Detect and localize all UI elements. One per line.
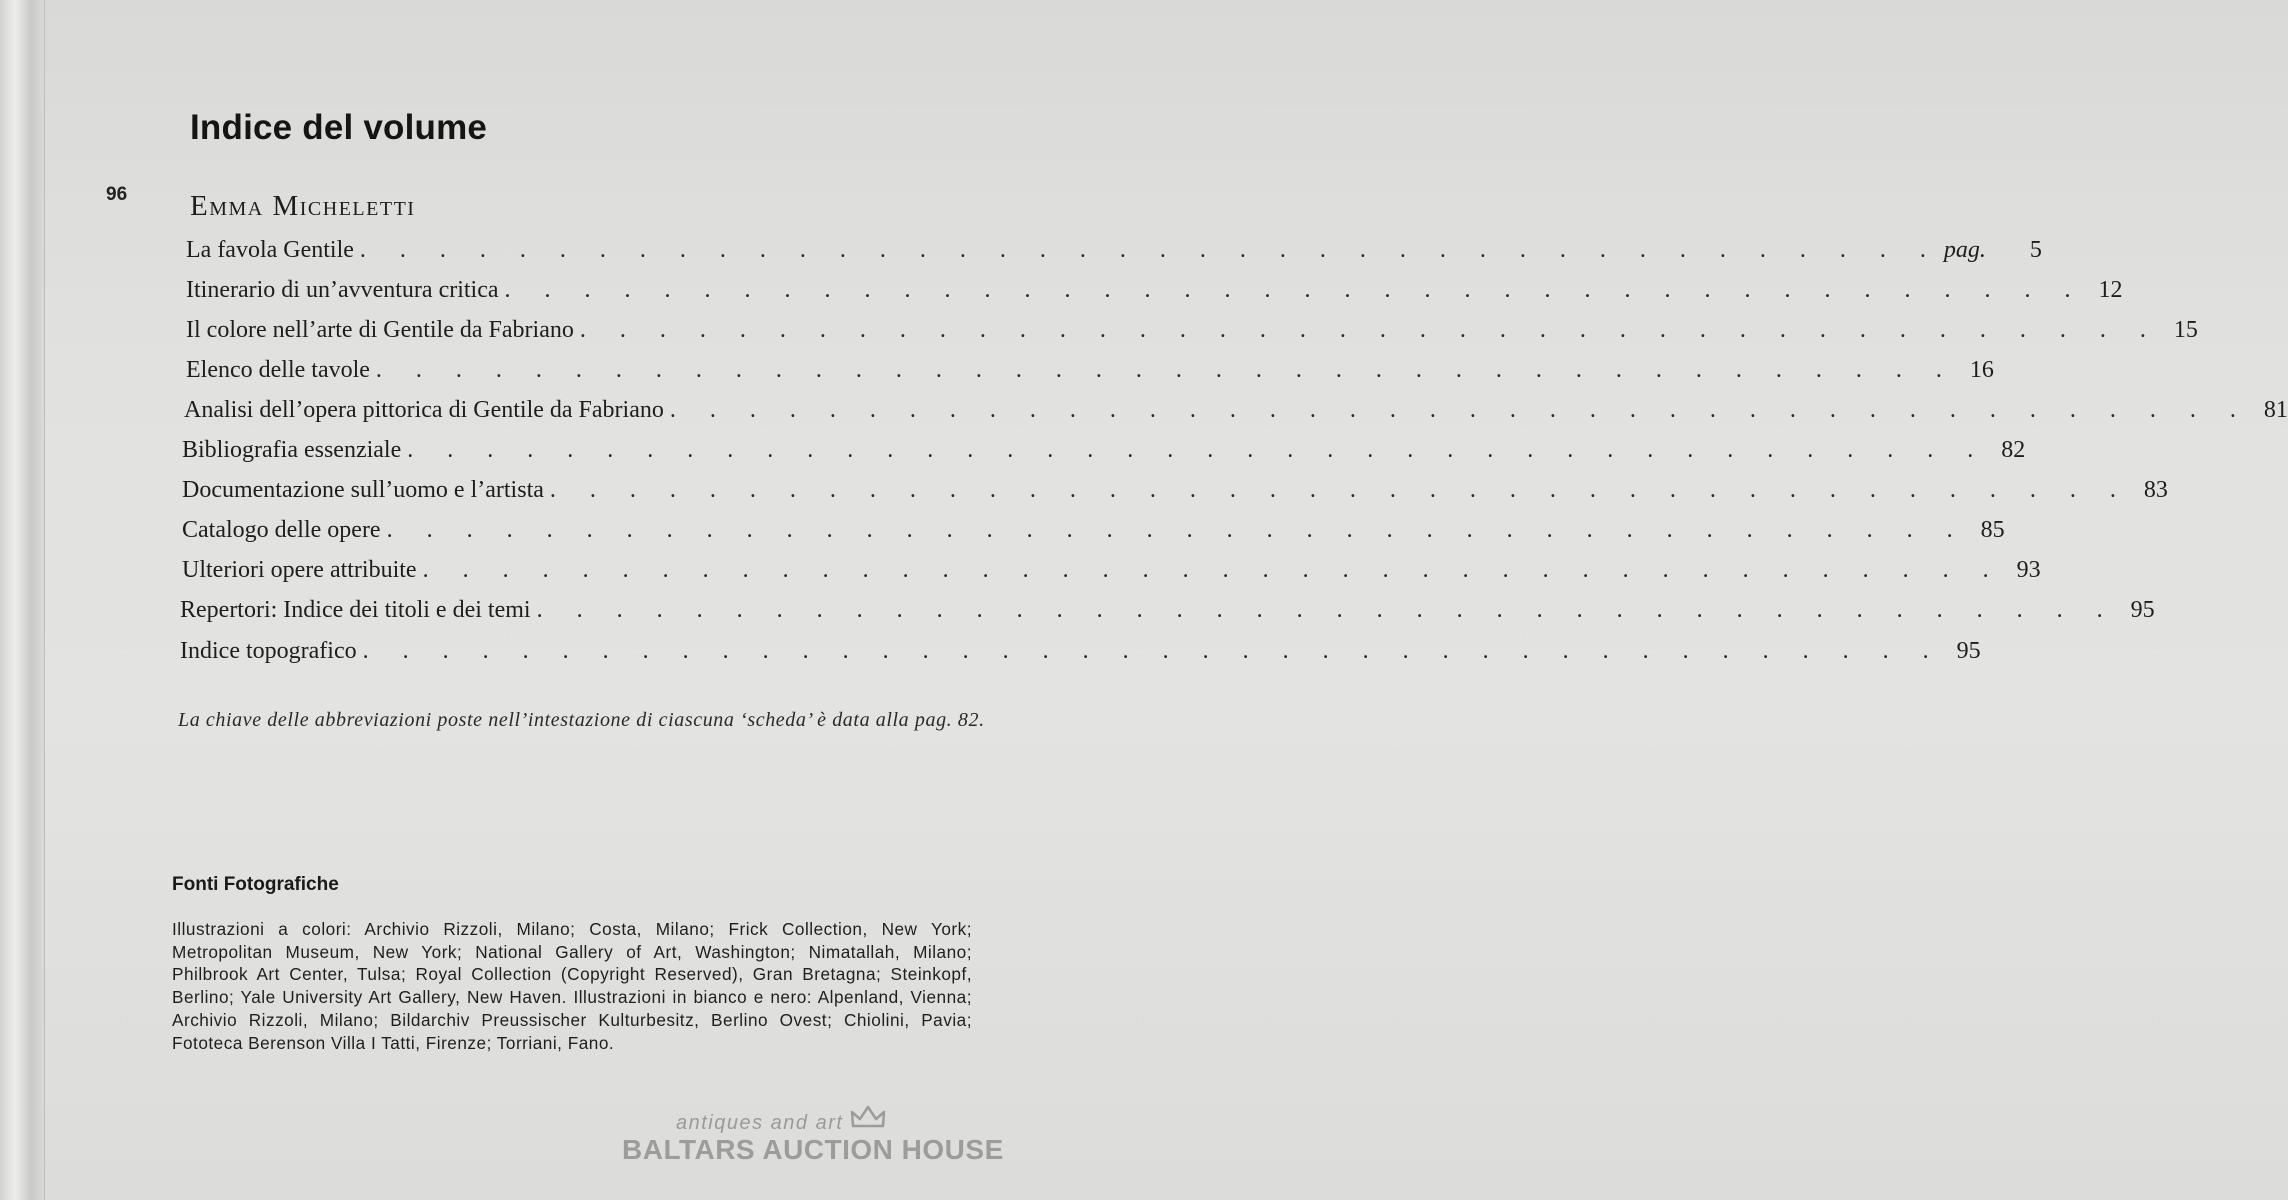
toc-entry-label: Catalogo delle opere <box>182 517 381 543</box>
toc-entry <box>186 277 2123 311</box>
toc-entry <box>180 638 1981 672</box>
watermark-brand: BALTARS AUCTION HOUSE <box>622 1134 1004 1165</box>
toc-entry <box>186 357 1994 391</box>
toc-entry-label: Documentazione sull’uomo e l’artista <box>182 477 544 503</box>
toc-entry-page: 95 <box>2130 597 2155 623</box>
toc-entry-page: 5 <box>2029 237 2042 263</box>
toc-entry-page: 15 <box>2173 317 2198 343</box>
watermark-tagline: antiques and art <box>676 1112 844 1134</box>
toc-entry-label: Bibliografia essenziale <box>182 437 402 463</box>
dot-leader: . . . . . . . . . . . . . . . . . . . . . . . . . . . . . . . . . . . . . . . . <box>549 477 2130 503</box>
toc-entry-page: 16 <box>1969 357 1994 383</box>
dot-leader: . . . . . . . . . . . . . . . . . . . . . . . . . . . . . . . . . . . . . . . . <box>359 237 1940 263</box>
toc-entry <box>182 517 2005 551</box>
toc-entry-page: 93 <box>2016 557 2041 583</box>
abbreviation-note: La chiave delle abbreviazioni poste nell’intestazione di ciascuna ‘scheda’ è data alla pag. 82. <box>178 709 985 731</box>
dot-leader: . . . . . . . . . . . . . . . . . . . . . . . . . . . . . . . . . . . . . . . . <box>362 638 1943 664</box>
page-number: 96 <box>106 184 128 205</box>
page-abbreviation: pag. <box>1943 237 1986 263</box>
toc-entry-page: 81 <box>2263 397 2288 423</box>
toc-entry-label: Repertori: Indice dei titoli e dei temi <box>180 597 531 623</box>
toc-entry-label: Elenco delle tavole <box>186 357 370 383</box>
dot-leader: . . . . . . . . . . . . . . . . . . . . . . . . . . . . . . . . . . . . . . . . <box>669 397 2250 423</box>
dot-leader: . . . . . . . . . . . . . . . . . . . . . . . . . . . . . . . . . . . . . . . . <box>386 517 1967 543</box>
toc-entry-label: Indice topografico <box>180 638 357 664</box>
toc-entry-label: La favola Gentile <box>186 237 354 263</box>
photo-credits-text: Illustrazioni a colori: Archivio Rizzoli, Milano; Costa, Milano; Frick Collection, New York; Metropolitan Museum, New York; National Gallery of Art, Washington; Nimatallah, Milano; Philbrook Art Center, Tulsa; Royal Collection (Copyright Reserved), Gran Bretagna; Steinkopf, Berlino; Yale University Art Gallery, New Haven. Illustrazioni in bianco e nero: Alpenland, Vienna; Archivio Rizzoli, Milano; Bildarchiv Preussischer Kulturbesitz, Berlino Ovest; Chiolini, Pavia; Fototeca Berenson Villa I Tatti, Firenze; Torriani, Fano. <box>172 919 972 1053</box>
dot-leader: . . . . . . . . . . . . . . . . . . . . . . . . . . . . . . . . . . . . . . . . <box>375 357 1956 383</box>
crown-icon <box>850 1104 886 1130</box>
page-title: Indice del volume <box>190 108 488 147</box>
toc-entry-label: Analisi dell’opera pittorica di Gentile da Fabriano <box>184 397 664 423</box>
toc-entry-page: 85 <box>1980 517 2005 543</box>
dot-leader: . . . . . . . . . . . . . . . . . . . . . . . . . . . . . . . . . . . . . . . . <box>579 317 2160 343</box>
toc-entry <box>180 597 2155 631</box>
toc-entry-page: 95 <box>1956 638 1981 664</box>
toc-entry <box>182 437 2026 471</box>
book-binding-edge <box>0 0 45 1200</box>
dot-leader: . . . . . . . . . . . . . . . . . . . . . . . . . . . . . . . . . . . . . . . . <box>536 597 2117 623</box>
photo-credits-title: Fonti Fotografiche <box>172 874 339 895</box>
toc-entry-page: 82 <box>2001 437 2026 463</box>
author-name: Emma Micheletti <box>190 190 416 222</box>
toc-entry <box>182 477 2168 511</box>
dot-leader: . . . . . . . . . . . . . . . . . . . . . . . . . . . . . . . . . . . . . . . . <box>504 277 2085 303</box>
toc-entry-label: Ulteriori opere attribuite <box>182 557 417 583</box>
toc-entry <box>186 237 2042 271</box>
dot-leader: . . . . . . . . . . . . . . . . . . . . . . . . . . . . . . . . . . . . . . . . <box>407 437 1988 463</box>
toc-entry-page: 83 <box>2143 477 2168 503</box>
toc-entry <box>184 397 2288 431</box>
toc-entry-label: Il colore nell’arte di Gentile da Fabriano <box>186 317 574 343</box>
toc-entry <box>186 317 2198 351</box>
dot-leader: . . . . . . . . . . . . . . . . . . . . . . . . . . . . . . . . . . . . . . . . <box>422 557 2003 583</box>
toc-entry-page: 12 <box>2098 277 2123 303</box>
toc-entry <box>182 557 2041 591</box>
toc-entry-label: Itinerario di un’avventura critica <box>186 277 499 303</box>
